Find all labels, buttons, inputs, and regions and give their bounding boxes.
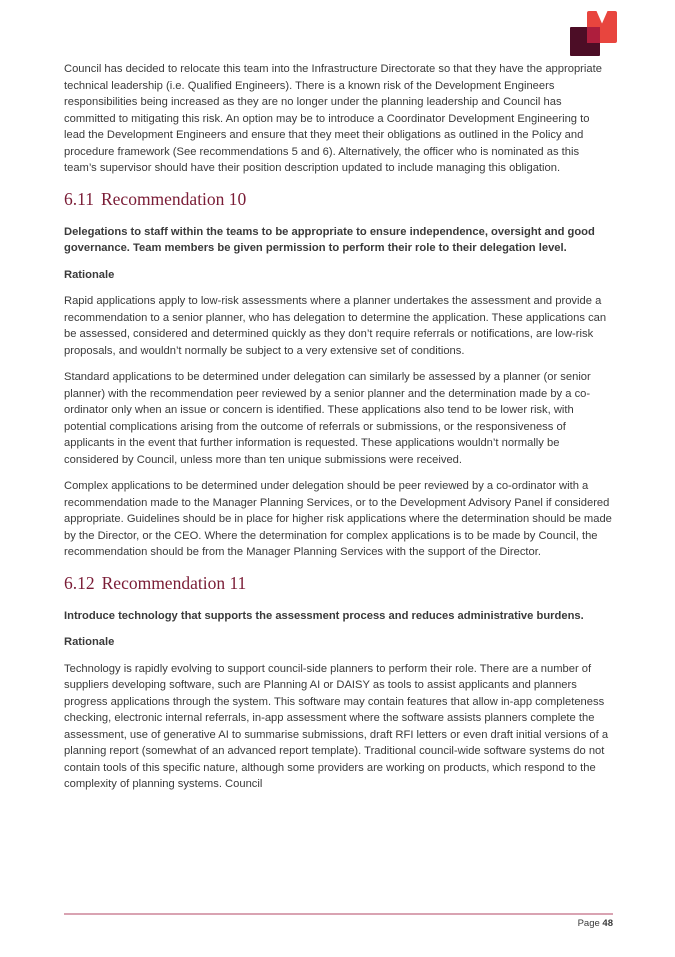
rationale-label: Rationale bbox=[64, 636, 115, 648]
paragraph: Technology is rapidly evolving to support council-side planners to perform their role. There are a number of suppliers developing software, such are Planning AI or DAISY as tools to assist applicants and planners progress applications through the system. This software may contain features that allow in-app completeness checking, electronic internal referrals, in-app assessment where the software assists planners complete the assessment, use of generative AI to summarise submissions, draft RFI letters or even draft initial versions of a planning report (somewhat of an advanced report template). Traditional council-wide software systems do not contain tools of this specific nature, although some providers are working on products, which respond to the complexity of planning systems. Council bbox=[64, 662, 609, 790]
footer-divider bbox=[64, 913, 613, 915]
recommendation-10-lead: Delegations to staff within the teams to be appropriate to ensure independence, oversight and good governance. Team members be given permission to perform their role to their delegation level. bbox=[64, 225, 595, 254]
heading-title: Recommendation 11 bbox=[101, 572, 247, 593]
section-heading-recommendation-10 bbox=[64, 188, 613, 210]
heading-title: Recommendation 10 bbox=[100, 188, 247, 209]
heading-number: 6.11 bbox=[64, 188, 94, 209]
section-heading-recommendation-11 bbox=[64, 572, 613, 594]
page-number: 48 bbox=[602, 918, 613, 929]
page-number-label: Page bbox=[577, 918, 600, 929]
rationale-label: Rationale bbox=[64, 268, 115, 281]
company-logo bbox=[570, 11, 617, 56]
heading-number: 6.12 bbox=[64, 572, 95, 593]
logo-mark-icon bbox=[570, 11, 617, 56]
paragraph: Standard applications to be determined under delegation can similarly be assessed by a planner (or senior planner) with the recommendation peer reviewed by a senior planner and the determination made by a co-ordinator only when an issue or concern is identified. These applications also tend to be lower risk, with potential complications arising from the outcome of referrals or submissions, or the responsiveness of applicants in the event that further information is requested. These applications wouldn’t normally be considered by Council, unless more than ten unique submissions were received. bbox=[64, 371, 591, 466]
page-footer bbox=[578, 917, 613, 930]
paragraph: Complex applications to be determined under delegation should be peer reviewed by a co-ordinator with a recommendation made to the Manager Planning Services, or to the Development Advisory Panel if considered appropriate. Guidelines should be in place for higher risk applications where the determination should be made by the Director, or the CEO. Where the determination for complex applications is to be made by Council, the recommendation should be from the Manager Planning Services with the support of the Director. bbox=[64, 480, 612, 558]
page-content bbox=[64, 61, 613, 803]
recommendation-11-lead: Introduce technology that supports the assessment process and reduces administrative burdens. bbox=[64, 609, 584, 622]
intro-paragraph: Council has decided to relocate this team into the Infrastructure Directorate so that they have the appropriate technical leadership (i.e. Qualified Engineers). There is a known risk of the Development Engineers responsibilities being increased as they are no longer under the planning leadership and Council has committed to mitigating this risk. An option may be to introduce a Coordinator Development Engineering to lead the Development Engineers and ensure that they meet their obligations as outlined in the Policy and procedure framework (See recommendations 5 and 6). Alternatively, the officer who is nominated as this team’s supervisor should have their position description updated to include managing this obligation. bbox=[64, 63, 602, 174]
paragraph: Rapid applications apply to low-risk assessments where a planner undertakes the assessment and provide a recommendation to a senior planner, who has delegation to determine the application. These applications can be assessed, considered and determined quickly as they don’t require referrals or notifications, are low-risk proposals, and wouldn’t normally be subject to a very extensive set of conditions. bbox=[64, 295, 607, 357]
